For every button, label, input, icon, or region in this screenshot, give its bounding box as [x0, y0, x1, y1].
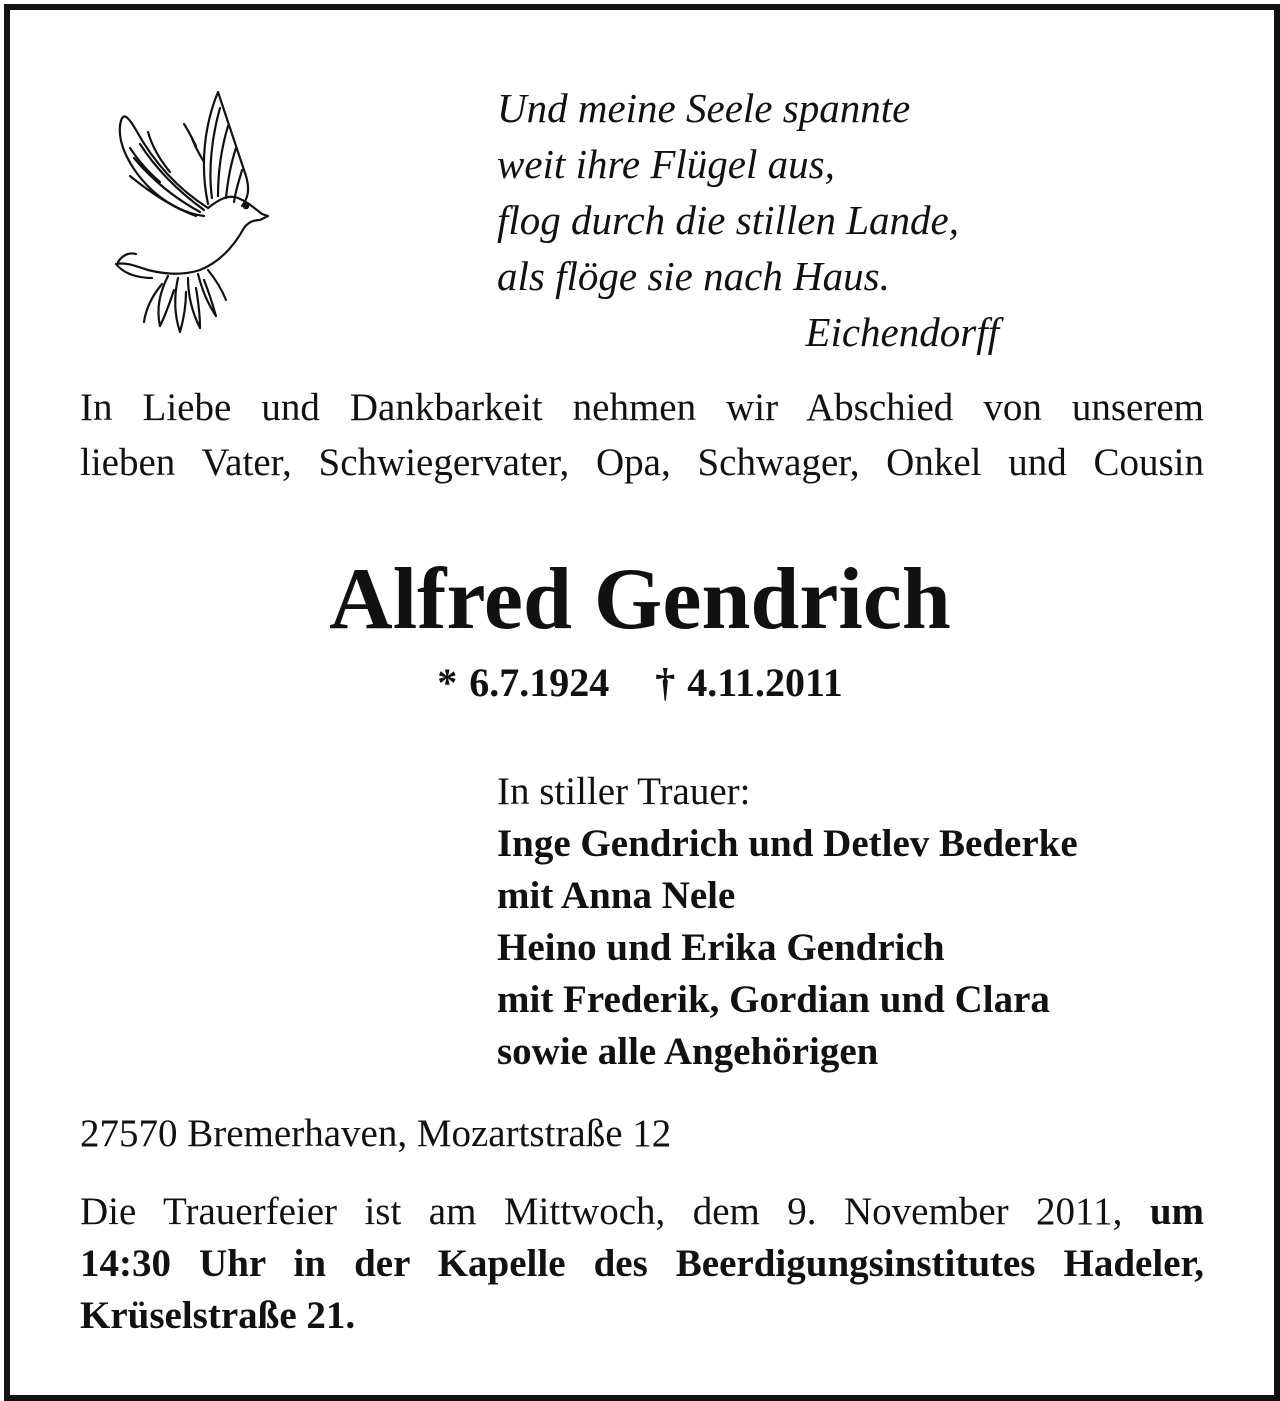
poem-line: flog durch die stillen Lande, — [497, 197, 959, 243]
poem-line: als flöge sie nach Haus. — [497, 253, 890, 299]
service-line: Krüselstraße 21. — [80, 1294, 356, 1337]
mourner-line: mit Anna Nele — [497, 874, 736, 917]
poem-line: weit ihre Flügel aus, — [497, 141, 835, 187]
intro-text — [80, 380, 1204, 490]
mourner-line: sowie alle Angehörigen — [497, 1030, 879, 1073]
poem-line: Und meine Seele spannte — [497, 85, 911, 131]
poem-author: Eichendorff — [805, 309, 999, 355]
dove-icon — [108, 86, 273, 336]
mourners-lead: In stiller Trauer: — [497, 770, 751, 813]
mourners — [497, 766, 1078, 1078]
birth-date: * 6.7.1924 — [437, 660, 610, 705]
mourner-line: Heino und Erika Gendrich — [497, 926, 945, 969]
intro-line: In Liebe und Dankbarkeit nehmen wir Abschied von unserem — [80, 386, 1204, 429]
poem — [497, 80, 1057, 360]
service-text: Die Trauerfeier ist am Mittwoch, dem 9. November 2011, — [80, 1190, 1123, 1233]
death-date: † 4.11.2011 — [655, 660, 843, 705]
life-dates — [0, 656, 1280, 710]
service-info — [80, 1186, 1204, 1342]
intro-line: lieben Vater, Schwiegervater, Opa, Schwager, Onkel und Cousin — [80, 441, 1204, 484]
address: 27570 Bremerhaven, Mozartstraße 12 — [80, 1112, 672, 1155]
service-text-bold: um — [1149, 1190, 1204, 1233]
mourner-line: mit Frederik, Gordian und Clara — [497, 978, 1050, 1021]
service-line: 14:30 Uhr in der Kapelle des Beerdigungsinstitutes Hadeler, — [80, 1242, 1204, 1285]
mourner-line: Inge Gendrich und Detlev Bederke — [497, 822, 1078, 865]
deceased-name: Alfred Gendrich — [329, 551, 951, 648]
service-line — [80, 1186, 1204, 1238]
